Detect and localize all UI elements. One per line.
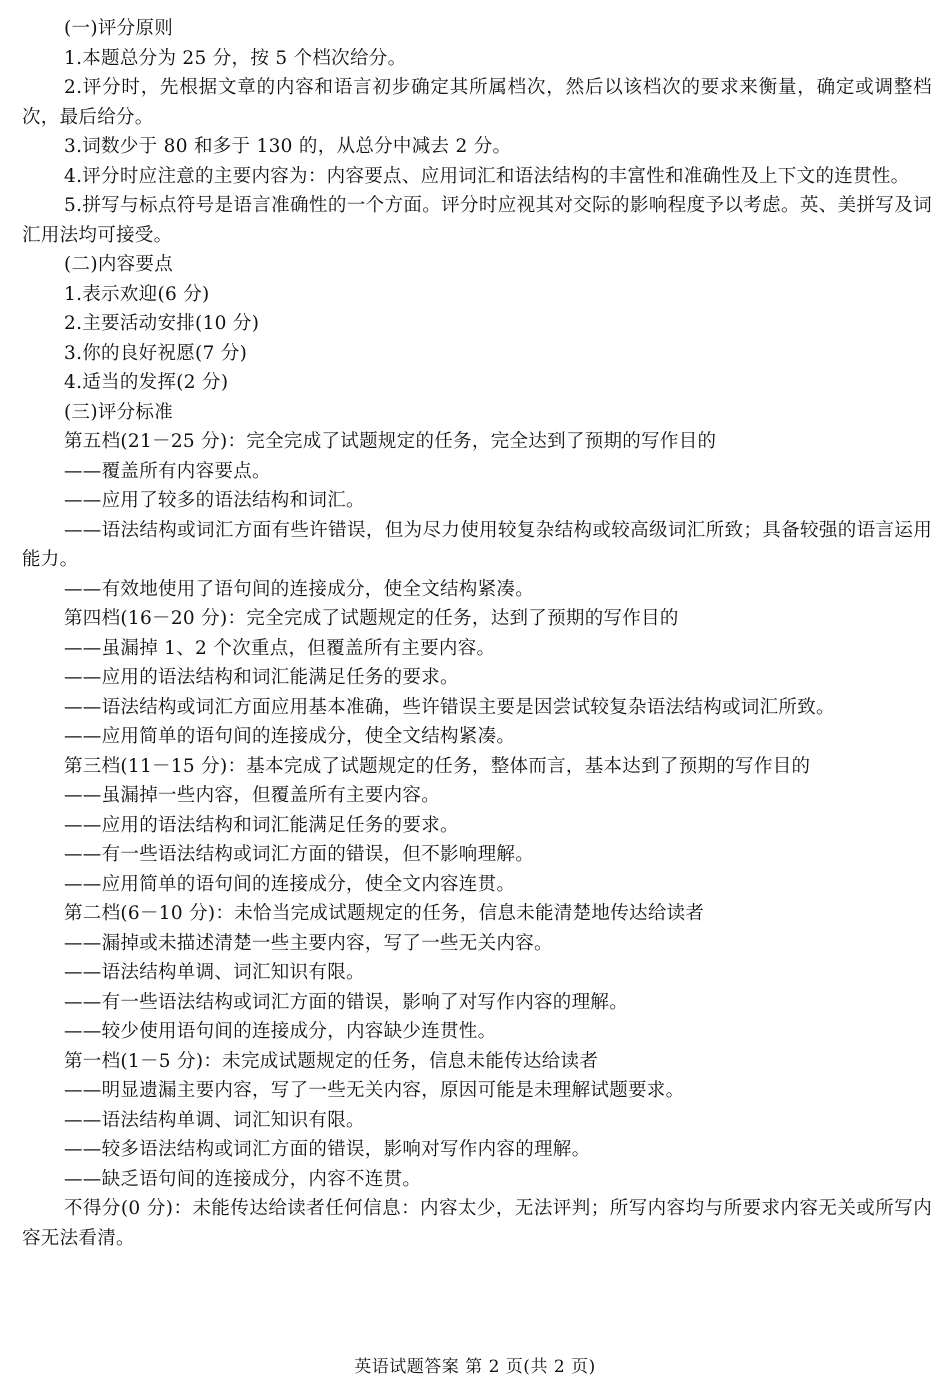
section-heading-principles: (一)评分原则: [64, 18, 174, 39]
grade-criterion: ——语法结构单调、词汇知识有限。: [64, 1109, 365, 1131]
grade-criterion: ——应用了较多的语法结构和词汇。: [64, 490, 365, 511]
principle-item: 1.本题总分为 25 分，按 5 个档次给分。: [64, 47, 407, 69]
grade-4-title: 第四档(16－20 分)：完全完成了试题规定的任务，达到了预期的写作目的: [64, 608, 679, 629]
content-point: 3.你的良好祝愿(7 分): [64, 342, 248, 364]
grade-3-title: 第三档(11－15 分)：基本完成了试题规定的任务，整体而言，基本达到了预期的写作目的: [64, 755, 811, 777]
page-footer: 英语试题答案 第 2 页(共 2 页): [354, 1357, 596, 1377]
grade-criterion: ——应用的语法结构和词汇能满足任务的要求。: [64, 667, 459, 688]
grade-0-description: 不得分(0 分)：未能传达给读者任何信息：内容太少，无法评判；所写内容均与所要求内容无关或所写内容无法看清。: [22, 1198, 932, 1249]
grade-criterion: ——语法结构单调、词汇知识有限。: [64, 962, 365, 983]
grade-criterion: ——覆盖所有内容要点。: [64, 460, 271, 482]
content-point: 2.主要活动安排(10 分): [64, 313, 260, 334]
grade-criterion: ——有一些语法结构或词汇方面的错误，影响了对写作内容的理解。: [64, 991, 629, 1013]
principle-item: 5.拼写与标点符号是语言准确性的一个方面。评分时应视其对交际的影响程度予以考虑。英、美拼写及词汇用法均可接受。: [22, 195, 932, 246]
answer-page: [22, 14, 932, 1253]
content-point: 4.适当的发挥(2 分): [64, 372, 229, 393]
grade-criterion: ——有一些语法结构或词汇方面的错误，但不影响理解。: [64, 844, 535, 865]
principle-item: 4.评分时应注意的主要内容为：内容要点、应用词汇和语法结构的丰富性和准确性及上下文的连贯性。: [64, 165, 910, 187]
grade-criterion: ——应用简单的语句间的连接成分，使全文内容连贯。: [64, 873, 516, 895]
grade-criterion: ——虽漏掉 1、2 个次重点，但覆盖所有主要内容。: [64, 637, 496, 659]
grade-criterion: ——明显遗漏主要内容，写了一些无关内容，原因可能是未理解试题要求。: [64, 1080, 685, 1101]
principle-item: 2.评分时，先根据文章的内容和语言初步确定其所属档次，然后以该档次的要求来衡量，确定或调整档次，最后给分。: [22, 77, 932, 128]
grade-criterion: ——应用简单的语句间的连接成分，使全文结构紧凑。: [64, 726, 516, 747]
grade-criterion: ——较多语法结构或词汇方面的错误，影响对写作内容的理解。: [64, 1139, 591, 1160]
grade-criterion: ——缺乏语句间的连接成分，内容不连贯。: [64, 1168, 422, 1190]
principle-item: 3.词数少于 80 和多于 130 的，从总分中减去 2 分。: [64, 136, 512, 157]
grade-2-title: 第二档(6－10 分)：未恰当完成试题规定的任务，信息未能清楚地传达给读者: [64, 903, 705, 924]
grade-criterion: ——较少使用语句间的连接成分，内容缺少连贯性。: [64, 1021, 497, 1042]
grade-criterion: ——有效地使用了语句间的连接成分，使全文结构紧凑。: [64, 578, 535, 600]
grade-1-title: 第一档(1－5 分)：未完成试题规定的任务，信息未能传达给读者: [64, 1050, 599, 1072]
grade-criterion: ——虽漏掉一些内容，但覆盖所有主要内容。: [64, 785, 441, 806]
content-point: 1.表示欢迎(6 分): [64, 283, 210, 305]
grade-criterion: ——漏掉或未描述清楚一些主要内容，写了一些无关内容。: [64, 932, 553, 954]
grade-5-title: 第五档(21－25 分)：完全完成了试题规定的任务，完全达到了预期的写作目的: [64, 431, 717, 452]
grade-criterion: ——应用的语法结构和词汇能满足任务的要求。: [64, 814, 459, 836]
grade-criterion: ——语法结构或词汇方面有些许错误，但为尽力使用较复杂结构或较高级词汇所致；具备较强的语言运用能力。: [22, 519, 932, 570]
section-heading-criteria: (三)评分标准: [64, 401, 174, 423]
section-heading-content-points: (二)内容要点: [64, 254, 174, 275]
grade-criterion: ——语法结构或词汇方面应用基本准确，些许错误主要是因尝试较复杂语法结构或词汇所致。: [64, 696, 835, 718]
